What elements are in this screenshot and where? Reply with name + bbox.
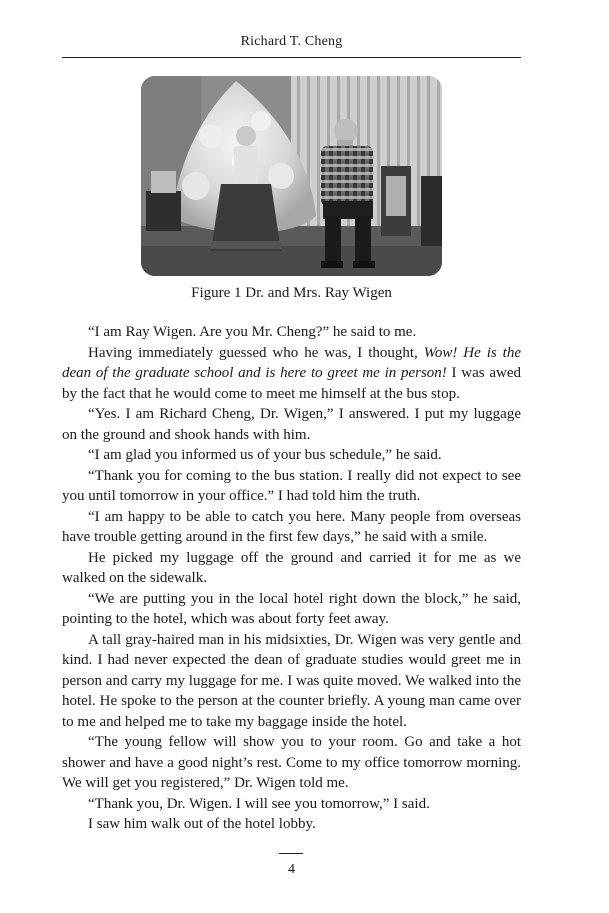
page-number-rule — [279, 853, 303, 854]
paragraph-5: “Thank you for coming to the bus station. I really did not expect to see you until tomorrow in your office.” I had told him the truth. — [62, 467, 521, 504]
running-header-author: Richard T. Cheng — [240, 34, 343, 49]
header-rule — [62, 57, 521, 58]
paragraph-2 — [62, 343, 521, 405]
paragraph-2-after: I was awed by the fact that he would come to meet me himself at the bus stop. — [62, 365, 521, 402]
body-text — [62, 322, 521, 835]
paragraph-8: “We are putting you in the local hotel right down the block,” he said, pointing to the hotel, which was about forty feet away. — [62, 590, 521, 627]
figure-photo — [141, 76, 442, 276]
figure-caption: Figure 1 Dr. and Mrs. Ray Wigen — [191, 285, 392, 301]
paragraph-2-before: Having immediately guessed who he was, I thought, — [88, 344, 424, 361]
paragraph-12: I saw him walk out of the hotel lobby. — [88, 816, 316, 832]
paragraph-3: “Yes. I am Richard Cheng, Dr. Wigen,” I answered. I put my luggage on the ground and shook hands with him. — [62, 406, 521, 443]
paragraph-1: “I am Ray Wigen. Are you Mr. Cheng?” he said to me. — [88, 324, 417, 340]
page-number: 4 — [288, 862, 295, 877]
photo-illustration — [141, 76, 442, 276]
paragraph-2-italic-thought: Wow! He is the dean of the graduate school and is here to greet me in person! — [62, 344, 521, 381]
paragraph-6: “I am happy to be able to catch you here. Many people from overseas have trouble getting around in the first few days,” he said with a smile. — [62, 508, 521, 545]
paragraph-4: “I am glad you informed us of your bus schedule,” he said. — [88, 447, 442, 463]
paragraph-9: A tall gray-haired man in his midsixties, Dr. Wigen was very gentle and kind. I had never expected the dean of graduate studies would greet me in person and carry my luggage for me. I was quite moved. We walked into the hotel. He spoke to the person at the counter briefly. A young man came over to me and helped me to take my baggage inside the hotel. — [62, 631, 521, 730]
paragraph-10: “The young fellow will show you to your room. Go and take a hot shower and have a good night’s rest. Come to my office tomorrow morning. We will get you registered,” Dr. Wigen told me. — [62, 734, 521, 791]
paragraph-11: “Thank you, Dr. Wigen. I will see you tomorrow,” I said. — [88, 795, 430, 812]
paragraph-7: He picked my luggage off the ground and carried it for me as we walked on the sidewalk. — [62, 549, 521, 586]
